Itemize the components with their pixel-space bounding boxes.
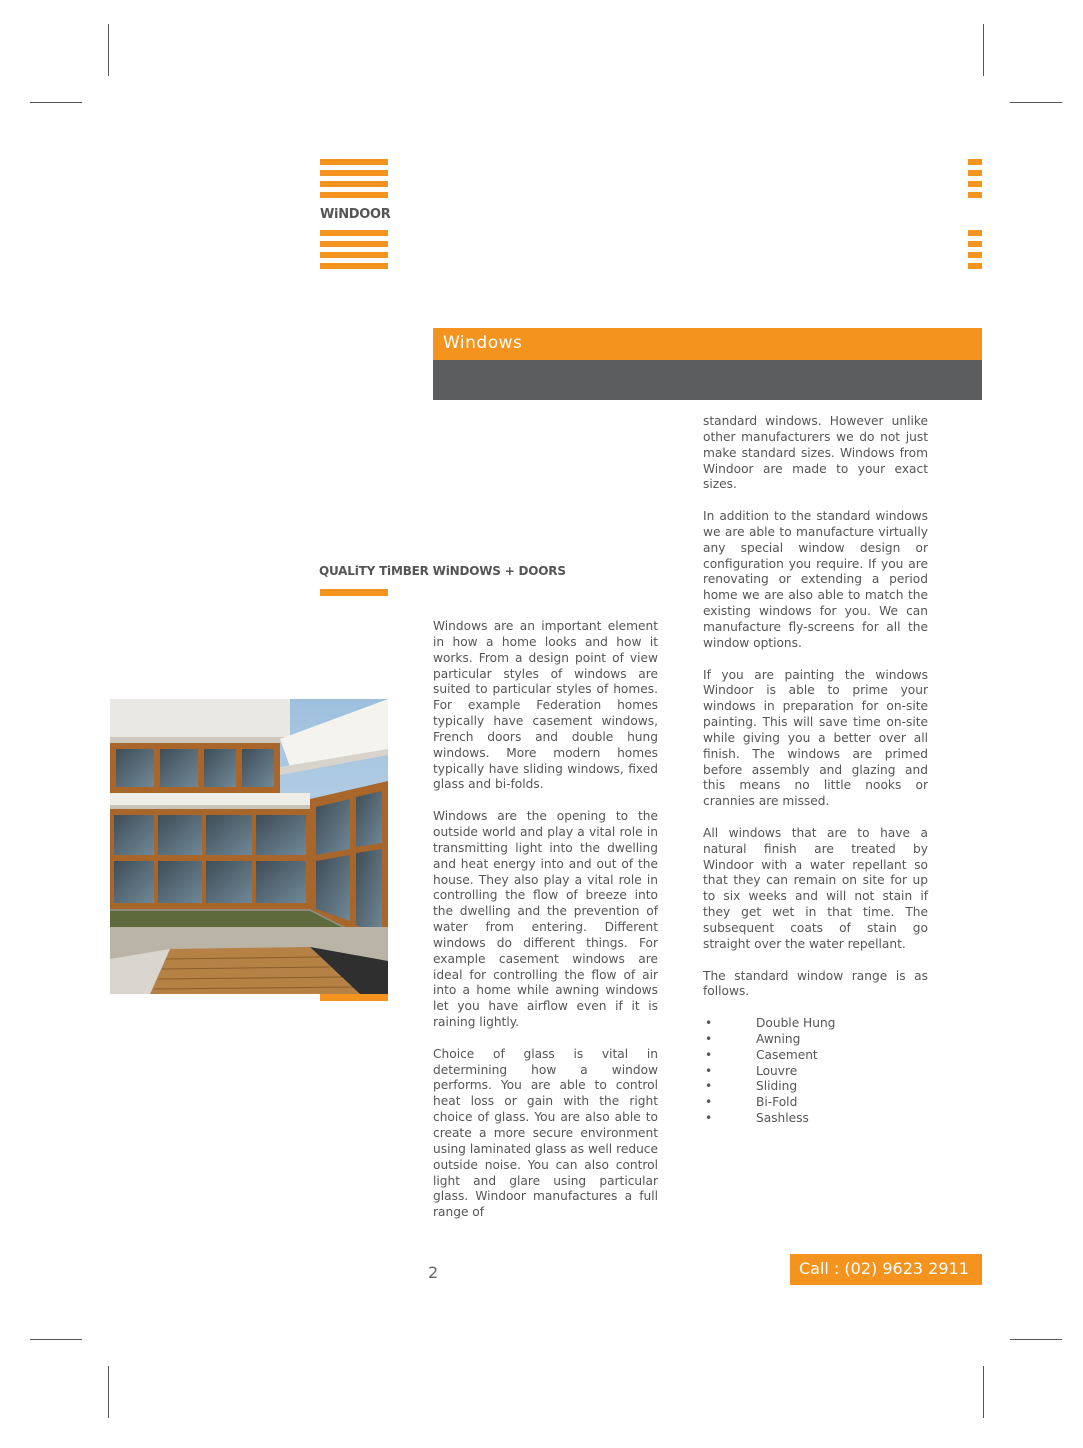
paragraph: All windows that are to have a natural finish are treated by Windoor with a water repellant so that they can remain on site for up to six weeks and will not stain if they get wet in that time. The subsequent coats of stain go straight over the water repellant. [703, 825, 928, 951]
logo-stripe [320, 159, 388, 165]
text-column-left [433, 619, 658, 1237]
list-item: • Bi-Fold [703, 1095, 928, 1111]
section-title: Windows [443, 333, 523, 353]
edge-stripe [968, 252, 982, 258]
crop-mark [983, 24, 984, 76]
text-column-right [703, 414, 928, 1127]
header-grey-band [433, 360, 982, 400]
edge-stripe [968, 181, 982, 187]
window-range-list [703, 1016, 928, 1127]
paragraph: Windows are an important element in how a home looks and how it works. From a design point of view particular styles of windows are suited to particular styles of homes. For example Federation homes typically have casement windows, French doors and double hung windows. More modern homes typically have sliding windows, fixed glass and bi-folds. [433, 619, 658, 792]
logo-stripe [320, 192, 388, 198]
list-item: • Double Hung [703, 1016, 928, 1032]
logo-stripe [320, 181, 388, 187]
edge-stripe [968, 263, 982, 269]
logo-text: WiNDOOR [320, 207, 391, 222]
logo-stripe [320, 241, 388, 247]
edge-stripe [968, 170, 982, 176]
crop-mark [108, 1366, 109, 1418]
list-item: • Awning [703, 1032, 928, 1048]
house-illustration [110, 699, 388, 994]
edge-stripe [968, 192, 982, 198]
tagline: QUALiTY TiMBER WiNDOWS + DOORS [319, 564, 566, 578]
edge-stripe [968, 241, 982, 247]
list-item: • Sliding [703, 1079, 928, 1095]
crop-mark [30, 1339, 82, 1340]
logo-stripe [320, 263, 388, 269]
paragraph: The standard window range is as follows. [703, 968, 928, 999]
paragraph: Windows are the opening to the outside world and play a vital role in transmitting light into the dwelling and heat energy into and out of the house. They also play a vital role in controlling the flow of breeze into the dwelling and the prevention of water from entering. Different windows do different things. For example casement windows are ideal for controlling the flow of air into a home while awning windows let you have airflow even if it is raining lightly. [433, 809, 658, 1030]
crop-mark [108, 24, 109, 76]
section-header [433, 328, 982, 360]
edge-stripe [968, 159, 982, 165]
list-item: • Sashless [703, 1111, 928, 1127]
call-phone-text: Call : (02) 9623 2911 [799, 1259, 969, 1278]
page-number: 2 [428, 1263, 439, 1282]
paragraph: Choice of glass is vital in determining how a window performs. You are able to control heat loss or gain with the right choice of glass. You are also able to create a more secure environment using laminated glass as well reduce outside noise. You can also control light and glare using particular glass. Windoor manufactures a full range of [433, 1046, 658, 1220]
edge-stripe [968, 230, 982, 236]
paragraph: In addition to the standard windows we are able to manufacture virtually any special window design or configuration you require. If you are renovating or extending a period home we are also able to match the existing windows for you. We can manufacture fly-screens for all the window options. [703, 509, 928, 650]
house-photo [110, 699, 388, 994]
crop-mark [983, 1366, 984, 1418]
logo-stripe [320, 252, 388, 258]
crop-mark [1010, 102, 1062, 103]
paragraph: If you are painting the windows Windoor is able to prime your windows in preparation for on-site painting. This will save time on-site while giving you a better over all finish. The windows are primed before assembly and glazing and this means no little nooks or crannies are missed. [703, 667, 928, 809]
logo-stripe [320, 230, 388, 236]
list-item: • Louvre [703, 1064, 928, 1080]
list-item: • Casement [703, 1048, 928, 1064]
paragraph: standard windows. However unlike other manufacturers we do not just make standard sizes. Windows from Windoor are made to your exact sizes. [703, 414, 928, 492]
logo-stripe [320, 170, 388, 176]
crop-mark [30, 102, 82, 103]
tagline-bar [320, 589, 388, 596]
crop-mark [1010, 1339, 1062, 1340]
photo-bar [320, 994, 388, 1001]
call-box [790, 1254, 982, 1285]
